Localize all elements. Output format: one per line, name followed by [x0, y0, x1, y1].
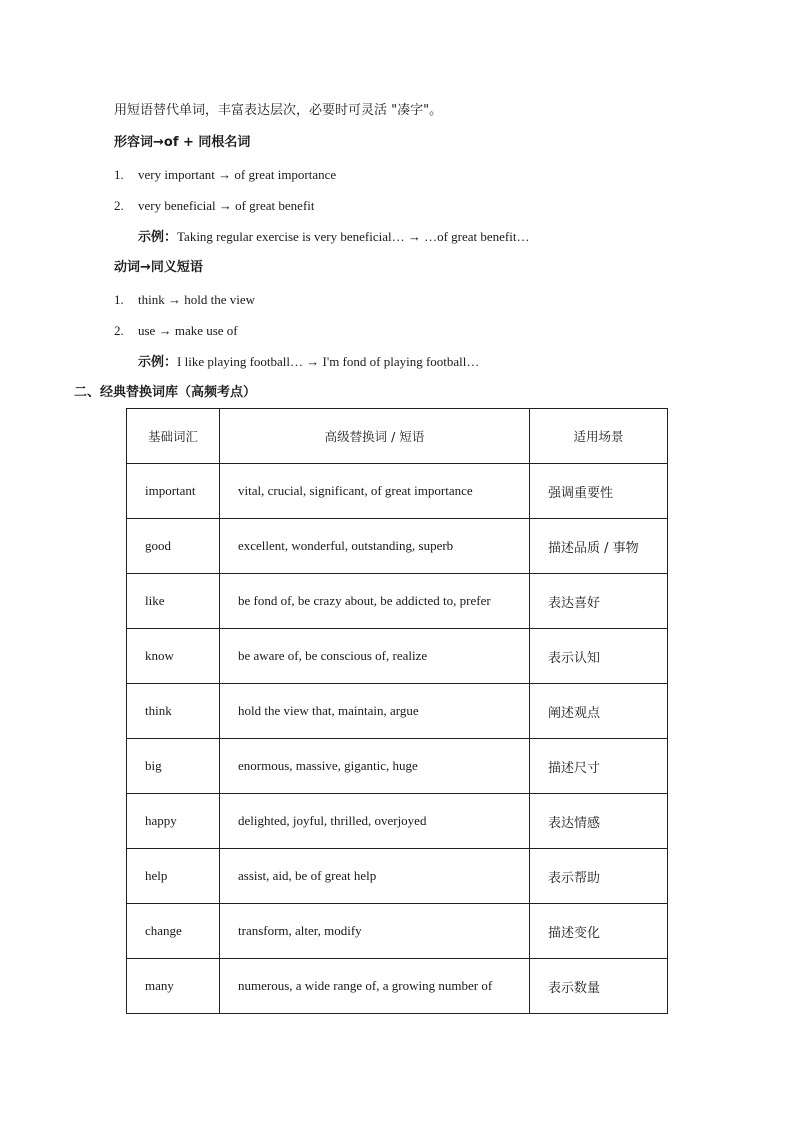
cell-basic-word: think — [127, 684, 220, 739]
cell-advanced: excellent, wonderful, outstanding, superb — [220, 519, 530, 574]
intro-text: 用短语替代单词，丰富表达层次，必要时可灵活 "凑字"。 — [114, 103, 443, 118]
cell-scenario: 阐述观点 — [530, 684, 668, 739]
cell-advanced: numerous, a wide range of, a growing number of — [220, 959, 530, 1014]
vocab-table — [126, 408, 668, 1014]
list-number: 2. — [114, 198, 124, 213]
cell-scenario: 强调重要性 — [530, 464, 668, 519]
table-row — [127, 464, 668, 519]
cell-basic-word: many — [127, 959, 220, 1014]
cell-scenario: 表达情感 — [530, 794, 668, 849]
table-row — [127, 849, 668, 904]
section1-heading: 形容词→of + 同根名词 — [114, 135, 251, 150]
list-number: 2. — [114, 323, 124, 338]
table-row — [127, 519, 668, 574]
table-row — [127, 959, 668, 1014]
cell-advanced: enormous, massive, gigantic, huge — [220, 739, 530, 794]
cell-scenario: 描述品质 / 事物 — [530, 519, 668, 574]
cell-scenario: 表示帮助 — [530, 849, 668, 904]
list-item: think → hold the view — [138, 292, 255, 307]
list-number: 1. — [114, 292, 124, 307]
table-row — [127, 739, 668, 794]
cell-basic-word: help — [127, 849, 220, 904]
example-label: 示例： — [138, 230, 178, 245]
table-row — [127, 574, 668, 629]
header-advanced: 高级替换词 / 短语 — [220, 409, 530, 464]
list-item: very important → of great importance — [138, 167, 337, 182]
cell-basic-word: like — [127, 574, 220, 629]
cell-scenario: 表达喜好 — [530, 574, 668, 629]
cell-basic-word: important — [127, 464, 220, 519]
table-row — [127, 684, 668, 739]
cell-scenario: 描述尺寸 — [530, 739, 668, 794]
example-line — [138, 228, 530, 247]
cell-basic-word: big — [127, 739, 220, 794]
list-item: very beneficial → of great benefit — [138, 198, 315, 213]
cell-basic-word: happy — [127, 794, 220, 849]
example-text: I like playing football… → I'm fond of playing football… — [177, 354, 480, 369]
cell-scenario: 描述变化 — [530, 904, 668, 959]
table-row — [127, 629, 668, 684]
cell-advanced: vital, crucial, significant, of great importance — [220, 464, 530, 519]
example-line — [138, 353, 479, 372]
header-basic-word: 基础词汇 — [127, 409, 220, 464]
table-row — [127, 794, 668, 849]
section-title: 二、经典替换词库（高频考点） — [74, 385, 257, 400]
section2-heading: 动词→同义短语 — [114, 260, 203, 275]
table-row — [127, 904, 668, 959]
header-scenario: 适用场景 — [530, 409, 668, 464]
example-label: 示例： — [138, 355, 178, 370]
cell-basic-word: know — [127, 629, 220, 684]
cell-scenario: 表示认知 — [530, 629, 668, 684]
example-text: Taking regular exercise is very beneficial… → …of great benefit… — [177, 229, 530, 244]
cell-basic-word: good — [127, 519, 220, 574]
list-number: 1. — [114, 167, 124, 182]
cell-basic-word: change — [127, 904, 220, 959]
list-item: use → make use of — [138, 323, 238, 338]
cell-advanced: be aware of, be conscious of, realize — [220, 629, 530, 684]
cell-advanced: delighted, joyful, thrilled, overjoyed — [220, 794, 530, 849]
cell-advanced: assist, aid, be of great help — [220, 849, 530, 904]
cell-advanced: be fond of, be crazy about, be addicted to, prefer — [220, 574, 530, 629]
table-header-row — [127, 409, 668, 464]
cell-advanced: transform, alter, modify — [220, 904, 530, 959]
cell-advanced: hold the view that, maintain, argue — [220, 684, 530, 739]
cell-scenario: 表示数量 — [530, 959, 668, 1014]
